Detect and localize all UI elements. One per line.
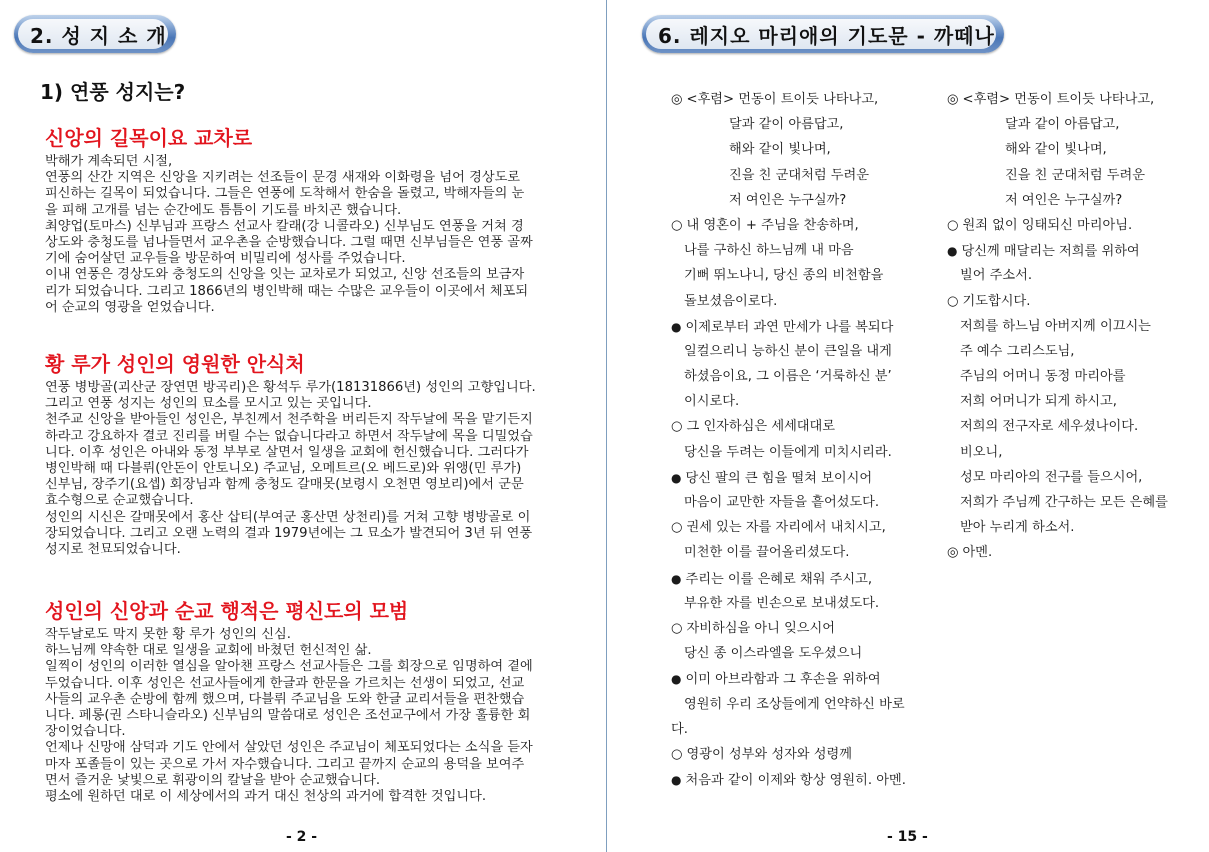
prayer-line <box>671 115 941 140</box>
prayer-text: 이미 아브라함과 그 후손을 위하여 <box>685 672 881 688</box>
filled-circle-icon: ● <box>671 319 682 334</box>
prayer-text: 저희의 전구자로 세우셨나이다. <box>960 419 1139 435</box>
body-line: 마자 포졸들이 있는 곳으로 가서 자수했습니다. 그리고 끝까지 순교의 용덕을 보여주 <box>45 756 525 772</box>
prayer-text: 하셨음이요, 그 이름은 ‘거룩하신 분’ <box>684 369 892 385</box>
body-line: 그리고 연풍 성지는 성인의 묘소를 모시고 있는 곳입니다. <box>45 396 372 412</box>
prayer-line <box>947 216 1197 241</box>
prayer-text: 당신을 두려는 이들에게 미치시리라. <box>684 444 892 460</box>
prayer-text: 비오니, <box>960 444 1003 460</box>
circle-icon: ○ <box>671 520 683 536</box>
body-line: 사들의 교우촌 순방에 함께 했으며, 다블뤼 주교님을 도와 한글 교리서들을 편찬했습 <box>45 691 525 707</box>
body-line: 천주교 신앙을 받아들인 성인은, 부친께서 천주학을 버리든지 작두날에 목을 맡기든지 <box>45 412 533 428</box>
body-line: 하느님께 약속한 대로 일생을 교회에 바쳤던 헌신적인 삶. <box>45 643 372 659</box>
prayer-text: 내 영혼이 + 주님을 찬송하며, <box>686 217 859 233</box>
prayer-column-right <box>947 90 1197 569</box>
prayer-text: 성모 마리아의 전구를 들으시어, <box>960 469 1143 485</box>
prayer-text: 나를 구하신 하느님께 내 마음 <box>684 243 854 259</box>
body-line: 평소에 원하던 대로 이 세상에서의 과거 대신 천상의 과거에 합격한 것입니다. <box>45 789 487 805</box>
prayer-line <box>947 115 1197 140</box>
prayer-text: 원죄 없이 잉태되신 마리아님. <box>962 217 1133 233</box>
filled-circle-icon: ● <box>671 470 682 485</box>
section-title-resting-place: 황 루가 성인의 영원한 안식처 <box>45 352 305 376</box>
double-circle-icon: ◎ <box>947 545 959 561</box>
prayer-text: 달과 같이 아름답고, <box>1005 117 1120 133</box>
prayer-line <box>671 191 941 216</box>
body-line: 신부님, 장주기(요셉) 회장님과 함께 충청도 갈매못(보령시 오천면 영보리)에서 군문 <box>45 477 524 493</box>
prayer-line <box>671 770 941 795</box>
prayer-line <box>947 90 1197 115</box>
prayer-text: 그 인자하심은 세세대대로 <box>686 419 836 435</box>
double-circle-icon: ◎ <box>947 92 959 107</box>
prayer-line <box>671 241 941 266</box>
prayer-line <box>947 518 1197 543</box>
body-line: 이내 연풍은 경상도와 충청도의 신앙을 잇는 교차로가 되었고, 신앙 선조들의 보금자 <box>45 267 525 283</box>
circle-icon: ○ <box>671 217 683 233</box>
section-body-crossroads <box>45 154 575 316</box>
left-header-banner <box>14 15 176 53</box>
prayer-line <box>947 317 1197 342</box>
prayer-line <box>671 417 941 442</box>
prayer-text: 자비하심을 아니 잊으시어 <box>686 620 836 636</box>
prayer-line <box>947 342 1197 367</box>
prayer-text: 영원히 우리 조상들에게 언약하신 바로 <box>684 696 905 712</box>
prayer-line <box>671 317 941 342</box>
prayer-line <box>671 518 941 543</box>
body-line: 병인박해 때 다블뤼(안돈이 안토니오) 주교님, 오메트르(오 베드로)와 위앵(민 루가) <box>45 461 522 477</box>
prayer-line <box>671 669 941 694</box>
prayer-line <box>671 140 941 165</box>
right-header-title: 6. 레지오 마리애의 기도문 - 까떼나 <box>646 19 996 49</box>
body-line: 면서 즐거운 낯빛으로 휘광이의 칼날을 받아 순교했습니다. <box>45 772 381 788</box>
prayer-text: 당신 팔의 큰 힘을 떨쳐 보이시어 <box>685 470 873 486</box>
prayer-line <box>671 342 941 367</box>
prayer-text: 다. <box>671 721 688 737</box>
prayer-text: 저 여인은 누구실까? <box>1005 192 1123 208</box>
section-body-resting-place <box>45 380 575 558</box>
body-line: 성지로 천묘되었습니다. <box>45 542 181 558</box>
body-line: 연풍의 산간 지역은 신앙을 지키려는 선조들이 문경 새재와 이화령을 넘어 경상도로 <box>45 170 521 186</box>
body-line: 박해가 계속되던 시절, <box>45 154 173 169</box>
body-line: 상도와 충청도를 넘나들면서 교우촌을 순방했습니다. 그럴 때면 신부님들은 연풍 골짜 <box>45 235 533 251</box>
prayer-line <box>671 569 941 594</box>
prayer-text: 진을 친 군대처럼 두려운 <box>1005 167 1145 183</box>
body-line: 최양업(토마스) 신부님과 프랑스 선교사 칼래(강 니콜라오) 신부님도 연풍을 거쳐 경 <box>45 218 524 234</box>
section-body-model <box>45 627 575 805</box>
filled-circle-icon: ● <box>671 571 682 586</box>
prayer-line <box>671 367 941 392</box>
prayer-text: 부유한 자를 빈손으로 보내셨도다. <box>684 595 880 611</box>
prayer-line <box>947 392 1197 417</box>
prayer-text: 해와 같이 빛나며, <box>729 142 831 158</box>
prayer-column-left <box>671 90 941 795</box>
filled-circle-icon: ● <box>671 672 682 687</box>
body-line: 장되었습니다. 그리고 오랜 노력의 결과 1979년에는 그 묘소가 발견되어 3년 뒤 연풍 <box>45 525 533 541</box>
prayer-line <box>671 493 941 518</box>
prayer-text: <후렴> 먼동이 트이듯 나타나고, <box>686 92 879 107</box>
prayer-line <box>947 367 1197 392</box>
prayer-line <box>671 216 941 241</box>
prayer-line <box>947 191 1197 216</box>
prayer-line <box>947 166 1197 191</box>
body-line: 피신하는 길목이 되었습니다. 그들은 연풍에 도착해서 한숨을 돌렸고, 박해자들의 눈 <box>45 186 525 202</box>
prayer-line <box>947 543 1197 568</box>
prayer-text: 이시로다. <box>684 394 740 410</box>
prayer-text: 진을 친 군대처럼 두려운 <box>729 167 869 183</box>
body-line: 리가 되었습니다. 그리고 1866년의 병인박해 때는 수많은 교우들이 이곳에서 체포되 <box>45 283 529 299</box>
body-line: 일찍이 성인의 이러한 열심을 알아챈 프랑스 선교사들은 그를 회장으로 임명하여 곁에 <box>45 659 533 675</box>
sub-heading: 1) 연풍 성지는? <box>40 80 186 104</box>
prayer-line <box>671 644 941 669</box>
prayer-text: 미천한 이를 끌어올리셨도다. <box>684 545 850 561</box>
prayer-text: 돌보셨음이로다. <box>684 293 778 309</box>
prayer-text: 주리는 이를 은혜로 채워 주시고, <box>685 571 873 587</box>
prayer-line <box>671 292 941 317</box>
double-circle-icon: ◎ <box>671 92 683 107</box>
circle-icon: ○ <box>671 620 683 636</box>
body-line: 니다. 페롱(권 스타니슬라오) 신부님의 말씀대로 성인은 조선교구에서 가장 훌륭한 회 <box>45 708 531 724</box>
prayer-line <box>947 468 1197 493</box>
prayer-text: 해와 같이 빛나며, <box>1005 142 1107 158</box>
right-page-number: - 15 - <box>887 829 928 845</box>
body-line: 성인의 시신은 갈매못에서 홍산 삽티(부여군 홍산면 상천리)를 거쳐 고향 병방골로 이 <box>45 509 531 525</box>
body-line: 니다. 이후 성인은 아내와 동정 부부로 살면서 일생을 교회에 헌신했습니다. 그러다가 <box>45 444 529 460</box>
prayer-line <box>671 392 941 417</box>
body-line: 하라고 강요하자 결코 진리를 버릴 수는 없습니다라고 하면서 작두날에 목을 디밀었습 <box>45 428 533 444</box>
prayer-text: 저 여인은 누구실까? <box>729 192 847 208</box>
prayer-text: 빌어 주소서. <box>960 268 1033 284</box>
body-line: 기에 숨어살던 교우들을 방문하여 비밀리에 성사를 주었습니다. <box>45 251 406 267</box>
prayer-text: 달과 같이 아름답고, <box>729 117 844 133</box>
circle-icon: ○ <box>947 217 959 233</box>
prayer-text: 권세 있는 자를 자리에서 내치시고, <box>686 520 886 536</box>
prayer-text: 기뻐 뛰노나니, 당신 종의 비천함을 <box>684 268 884 284</box>
prayer-text: 영광이 성부와 성자와 성령께 <box>686 746 852 762</box>
prayer-line <box>671 266 941 291</box>
right-header-banner <box>642 15 1004 53</box>
prayer-line <box>947 241 1197 266</box>
prayer-text: 기도합시다. <box>962 293 1031 309</box>
section-title-crossroads: 신앙의 길목이요 교차로 <box>45 126 253 150</box>
prayer-line <box>947 443 1197 468</box>
prayer-text: 받아 누리게 하소서. <box>960 520 1075 536</box>
body-line: 효수형으로 순교했습니다. <box>45 493 194 509</box>
body-line: 장이었습니다. <box>45 724 126 740</box>
body-line: 연풍 병방골(괴산군 장연면 방곡리)은 황석두 루가(18131866년) 성인의 고향입니다. <box>45 380 536 395</box>
prayer-line <box>671 468 941 493</box>
circle-icon: ○ <box>947 293 959 309</box>
prayer-text: 처음과 같이 이제와 항상 영원히. 아멘. <box>685 773 906 789</box>
prayer-text: <후렴> 먼동이 트이듯 나타나고, <box>962 92 1155 107</box>
prayer-line <box>947 417 1197 442</box>
prayer-text: 마음이 교만한 자들을 흩어섰도다. <box>684 495 880 510</box>
prayer-line <box>947 493 1197 518</box>
prayer-line <box>671 443 941 468</box>
filled-circle-icon: ● <box>947 244 958 259</box>
prayer-line <box>671 695 941 720</box>
left-page-number: - 2 - <box>286 829 318 845</box>
body-line: 언제나 신망애 삼덕과 기도 안에서 살았던 성인은 주교님이 체포되었다는 소식을 듣자 <box>45 740 533 756</box>
prayer-line <box>671 619 941 644</box>
section-title-model: 성인의 신앙과 순교 행적은 평신도의 모범 <box>45 599 409 623</box>
left-header-title: 2. 성 지 소 개 <box>18 19 168 49</box>
prayer-text: 당신 종 이스라엘을 도우셨으니 <box>684 646 863 662</box>
prayer-line <box>671 543 941 568</box>
prayer-line <box>947 140 1197 165</box>
body-line: 을 피해 고개를 넘는 순간에도 틈틈이 기도를 바치곤 했습니다. <box>45 202 402 218</box>
prayer-text: 이제로부터 과연 만세가 나를 복되다 <box>685 319 894 335</box>
prayer-line <box>671 166 941 191</box>
prayer-text: 저희가 주님께 간구하는 모든 은혜를 <box>960 495 1168 510</box>
circle-icon: ○ <box>671 746 683 762</box>
body-line: 두었습니다. 이후 성인은 선교사들에게 한글과 한문을 가르치는 선생이 되었고, 선교 <box>45 675 525 691</box>
prayer-line <box>671 594 941 619</box>
prayer-text: 주님의 어머니 동정 마리아를 <box>960 369 1126 385</box>
prayer-line <box>947 292 1197 317</box>
prayer-line <box>671 720 941 745</box>
prayer-text: 일컬으리니 능하신 분이 큰일을 내게 <box>684 343 892 359</box>
prayer-text: 아멘. <box>962 545 993 561</box>
body-line: 어 순교의 영광을 얻었습니다. <box>45 299 215 315</box>
prayer-text: 저희를 하느님 아버지께 이끄시는 <box>960 318 1151 334</box>
prayer-line <box>671 745 941 770</box>
page-divider <box>606 0 607 852</box>
body-line: 작두날로도 막지 못한 황 루가 성인의 신심. <box>45 627 291 642</box>
circle-icon: ○ <box>671 419 683 435</box>
prayer-line <box>671 90 941 115</box>
prayer-text: 주 예수 그리스도님, <box>960 343 1075 359</box>
prayer-text: 저희 어머니가 되게 하시고, <box>960 394 1117 410</box>
prayer-text: 당신께 매달리는 저희를 위하여 <box>961 244 1140 260</box>
filled-circle-icon: ● <box>671 773 682 788</box>
prayer-line <box>947 266 1197 291</box>
